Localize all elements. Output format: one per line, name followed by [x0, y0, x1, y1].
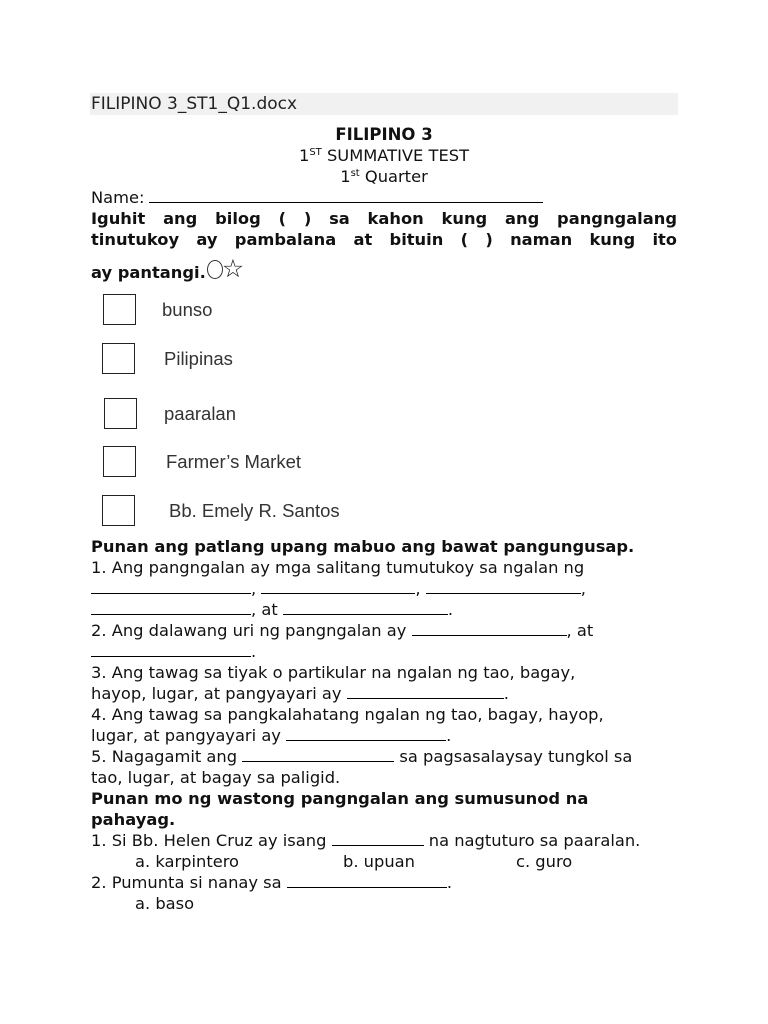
- quarter-sup: st: [350, 168, 360, 179]
- answer-blank[interactable]: [261, 579, 415, 594]
- answer-blank[interactable]: [286, 726, 446, 741]
- item-label: Farmer’s Market: [166, 451, 302, 472]
- answer-box[interactable]: [104, 398, 137, 429]
- list-item: [100, 343, 420, 377]
- q5-text-end: sa pagsasalaysay tungkol sa: [394, 747, 633, 766]
- list-item: [100, 446, 420, 480]
- doc-subtitle: [91, 145, 677, 166]
- answer-blank[interactable]: [287, 873, 447, 888]
- item-label: paaralan: [164, 403, 237, 424]
- answer-blank[interactable]: [426, 579, 581, 594]
- item-label: Bb. Emely R. Santos: [169, 500, 340, 521]
- circle-icon: [207, 260, 223, 279]
- q5-line2: tao, lugar, at bagay sa paligid.: [91, 768, 341, 787]
- part1-instruction-line1: Iguhit ang bilog ( ) sa kahon kung ang pangngalang: [91, 209, 677, 228]
- q1-end: .: [447, 600, 454, 619]
- list-item: [100, 398, 420, 432]
- answer-blank[interactable]: [242, 747, 394, 762]
- name-label: Name:: [91, 188, 145, 207]
- q1-sep2: ,: [415, 579, 426, 598]
- q5-line1: [91, 746, 691, 767]
- answer-box-list: [100, 294, 420, 534]
- star-icon: ☆: [221, 254, 245, 283]
- answer-box[interactable]: [102, 343, 135, 374]
- q4-end: .: [446, 726, 452, 745]
- document-body: [91, 124, 677, 283]
- doc-title: FILIPINO 3: [335, 125, 433, 144]
- q2-at: , at: [566, 621, 594, 640]
- p3-q2-options: [91, 893, 691, 914]
- subtitle-sup: ST: [309, 147, 322, 158]
- item-label: bunso: [162, 299, 213, 320]
- answer-blank[interactable]: [347, 684, 504, 699]
- answer-box[interactable]: [102, 495, 135, 526]
- part1-instruction-line2: tinutukoy ay pambalana at bituin ( ) naman kung ito: [91, 230, 677, 249]
- answer-blank[interactable]: [91, 600, 251, 615]
- p3-q1-text-end: na nagtuturo sa paaralan.: [423, 831, 641, 850]
- q3-line2: [91, 683, 691, 704]
- name-blank: [149, 190, 543, 203]
- q1-line2: [91, 578, 691, 599]
- subtitle-num: 1: [298, 146, 310, 165]
- subtitle-text: SUMMATIVE TEST: [321, 146, 470, 165]
- part2: [91, 536, 691, 788]
- answer-blank[interactable]: [283, 600, 448, 615]
- q1-at: , at: [251, 600, 283, 619]
- instruction-end: ay pantangi.: [91, 263, 206, 282]
- option-c[interactable]: c. guro: [516, 852, 573, 871]
- part1-instruction-line3: [91, 254, 677, 283]
- answer-blank[interactable]: [91, 642, 251, 657]
- q3-line1: 3. Ang tawag sa tiyak o partikular na ngalan ng tao, bagay,: [91, 663, 576, 682]
- p3-q1: [91, 830, 691, 851]
- answer-box[interactable]: [103, 294, 136, 325]
- answer-box[interactable]: [103, 446, 136, 477]
- option-b[interactable]: b. upuan: [343, 852, 415, 871]
- p3-q1-options: [91, 851, 691, 872]
- option-a[interactable]: a. baso: [135, 894, 195, 913]
- doc-quarter: [91, 166, 677, 187]
- q5-text: 5. Nagagamit ang: [91, 747, 243, 766]
- q1-sep1: ,: [251, 579, 262, 598]
- p3-q2-end: .: [446, 873, 452, 892]
- q1-line1: 1. Ang pangngalan ay mga salitang tumutukoy sa ngalan ng: [91, 558, 585, 577]
- part3-heading-line2: pahayag.: [91, 810, 176, 829]
- q1-sep3: ,: [580, 579, 586, 598]
- p3-q2-text: 2. Pumunta si nanay sa: [91, 873, 287, 892]
- name-row: [91, 187, 677, 208]
- q2-end: .: [251, 642, 257, 661]
- part2-heading: Punan ang patlang upang mabuo ang bawat pangungusap.: [91, 537, 635, 556]
- part3-heading-line1: Punan mo ng wastong pangngalan ang sumusunod na: [91, 789, 589, 808]
- q4-text: lugar, at pangyayari ay: [91, 726, 287, 745]
- part3: [91, 788, 691, 914]
- q1-line3: [91, 599, 691, 620]
- option-a[interactable]: a. karpintero: [135, 852, 240, 871]
- answer-blank[interactable]: [91, 579, 251, 594]
- list-item: [100, 495, 420, 529]
- item-label: Pilipinas: [164, 348, 233, 369]
- list-item: [100, 294, 420, 328]
- quarter-text: Quarter: [359, 167, 428, 186]
- q2-line1: [91, 620, 691, 641]
- q4-line2: [91, 725, 691, 746]
- p3-q1-text: 1. Si Bb. Helen Cruz ay isang: [91, 831, 332, 850]
- q4-line1: 4. Ang tawag sa pangkalahatang ngalan ng tao, bagay, hayop,: [91, 705, 604, 724]
- q2-text: 2. Ang dalawang uri ng pangngalan ay: [91, 621, 412, 640]
- q3-text: hayop, lugar, at pangyayari ay: [91, 684, 347, 703]
- file-name: FILIPINO 3_ST1_Q1.docx: [91, 94, 298, 114]
- answer-blank[interactable]: [412, 621, 567, 636]
- q3-end: .: [503, 684, 509, 703]
- answer-blank[interactable]: [332, 831, 424, 846]
- q2-line2: [91, 641, 691, 662]
- quarter-num: 1: [340, 167, 351, 186]
- p3-q2: [91, 872, 691, 893]
